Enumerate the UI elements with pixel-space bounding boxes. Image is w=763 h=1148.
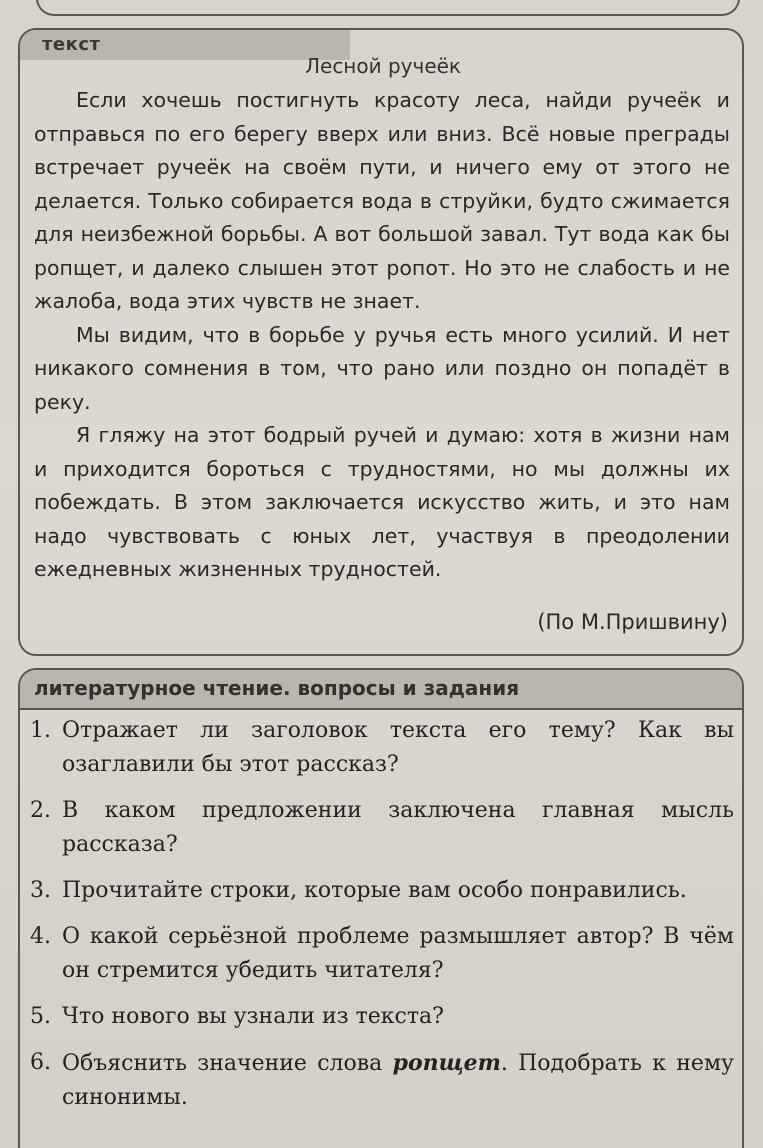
story-paragraph: Мы видим, что в борьбе у ручья есть много усилий. И нет никакого сомнения в том, что рано или поздно он попадёт в реку.: [34, 322, 730, 414]
text-section-label: текст: [42, 34, 101, 55]
question-item: [30, 714, 734, 782]
story-source: (По М.Пришвину): [537, 610, 728, 634]
questions-list: [30, 714, 734, 1127]
text-section: [18, 28, 744, 656]
question-text: Отражает ли заголовок текста его тему? Как вы озаглавили бы этот рассказ?: [62, 718, 734, 777]
story-title: Лесной ручеёк: [304, 54, 462, 78]
question-item: [30, 794, 734, 862]
question-number: 3.: [30, 878, 51, 903]
question-keyword: ропщет: [392, 1050, 501, 1076]
question-number: 2.: [30, 798, 51, 823]
question-item: [30, 874, 734, 908]
question-text: В каком предложении заключена главная мысль рассказа?: [62, 798, 734, 857]
question-item: [30, 920, 734, 988]
question-text: Что нового вы узнали из текста?: [62, 1004, 444, 1029]
question-text-before: Объяснить значение слова: [62, 1051, 393, 1076]
questions-header: [20, 670, 742, 710]
question-number: 5.: [30, 1004, 51, 1029]
question-text: О какой серьёзной проблеме размышляет автор? В чём он стремится убедить читателя?: [62, 924, 734, 983]
question-item: [30, 1046, 734, 1115]
question-item: [30, 1000, 734, 1034]
question-text: Прочитайте строки, которые вам особо понравились.: [62, 878, 687, 903]
question-number: 6.: [30, 1050, 51, 1075]
previous-section-border: [36, 0, 740, 16]
question-text: [62, 1046, 734, 1115]
question-number: 1.: [30, 718, 51, 743]
question-number: 4.: [30, 924, 51, 949]
story-body: [34, 84, 730, 587]
questions-header-label: литературное чтение. вопросы и задания: [34, 676, 520, 700]
story-paragraph: Я гляжу на этот бодрый ручей и думаю: хотя в жизни нам и приходится бороться с трудностями, но мы должны их побеждать. В этом заключается искусство жить, и это нам надо чувствовать с юных лет, участвуя в преодолении ежедневных жизненных трудностей.: [34, 423, 730, 581]
story-paragraph: Если хочешь постигнуть красоту леса, найди ручеёк и отправься по его берегу вверх или вниз. Всё новые преграды встречает ручеёк на своём пути, и ничего ему от этого не делается. Только собирается вода в струйки, будто сжимается для неизбежной борьбы. А вот большой завал. Тут вода как бы ропщет, и далеко слышен этот ропот. Но это не слабость и не жалоба, вода этих чувств не знает.: [34, 88, 730, 313]
question-text-after: . Подобрать к нему синонимы.: [62, 1051, 735, 1110]
questions-section: [18, 668, 744, 1148]
